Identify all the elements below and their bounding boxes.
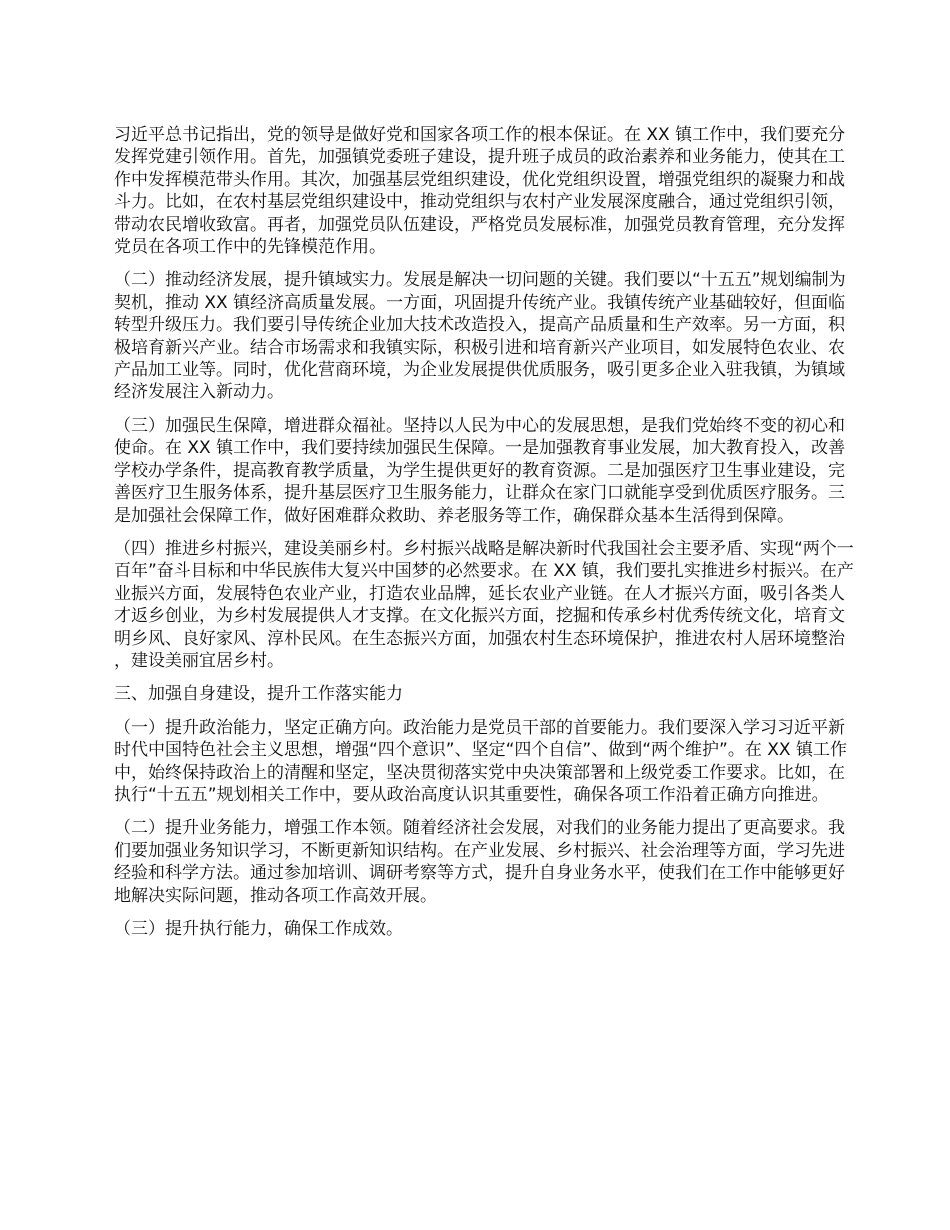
paragraph-political-ability: （一）提升政治能力，坚定正确方向。政治能力是党员干部的首要能力。我们要深入学习习近平新时代中国特色社会主义思想，增强“四个意识”、坚定“四个自信”、做到“两个维护”。在 XX 镇工作中，始终保持政治上的清醒和坚定，坚决贯彻落实党中央决策部署和上级党委工作要求。比如，在执行“十五五”规划相关工作中，要从政治高度认识其重要性，确保各项工作沿着正确方向推进。: [114, 717, 847, 805]
document-page: [114, 124, 854, 951]
paragraph-rural-revitalization: （四）推进乡村振兴，建设美丽乡村。乡村振兴战略是解决新时代我国社会主要矛盾、实现“两个一百年”奋斗目标和中华民族伟大复兴中国梦的必然要求。在 XX 镇，我们要扎实推进乡村振兴。在产业振兴方面，发展特色农业产业，打造农业品牌，延长农业产业链。在人才振兴方面，吸引各类人才返乡创业，为乡村发展提供人才支撑。在文化振兴方面，挖掘和传承乡村优秀传统文化，培育文明乡风、良好家风、淳朴民风。在生态振兴方面，加强农村生态环境保护，推进农村人居环境整治，建设美丽宜居乡村。: [114, 538, 854, 671]
paragraph-livelihood: （三）加强民生保障，增进群众福祉。坚持以人民为中心的发展思想，是我们党始终不变的初心和使命。在 XX 镇工作中，我们要持续加强民生保障。一是加强教育事业发展，加大教育投入，改善学校办学条件，提高教育教学质量，为学生提供更好的教育资源。二是加强医疗卫生事业建设，完善医疗卫生服务体系，提升基层医疗卫生服务能力，让群众在家门口就能享受到优质医疗服务。三是加强社会保障工作，做好困难群众救助、养老服务等工作，确保群众基本生活得到保障。: [114, 415, 846, 526]
paragraph-execution-ability: （三）提升执行能力，确保工作成效。: [114, 919, 403, 939]
section-heading-self-building: 三、加强自身建设，提升工作落实能力: [114, 684, 403, 705]
paragraph-business-ability: （二）提升业务能力，增强工作本领。随着经济社会发展，对我们的业务能力提出了更高要求。我们要加强业务知识学习，不断更新知识结构。在产业发展、乡村振兴、社会治理等方面，学习先进经验和科学方法。通过参加培训、调研考察等方式，提升自身业务水平，使我们在工作中能够更好地解决实际问题，推动各项工作高效开展。: [114, 818, 845, 906]
paragraph-party-leadership: 习近平总书记指出，党的领导是做好党和国家各项工作的根本保证。在 XX 镇工作中，我们要充分发挥党建引领作用。首先，加强镇党委班子建设，提升班子成员的政治素养和业务能力，使其在工作中发挥模范带头作用。其次，加强基层党组织建设，优化党组织设置，增强党组织的凝聚力和战斗力。比如，在农村基层党组织建设中，推动党组织与农村产业发展深度融合，通过党组织引领，带动农民增收致富。再者，加强党员队伍建设，严格党员发展标准，加强党员教育管理，充分发挥党员在各项工作中的先锋模范作用。: [114, 125, 846, 258]
paragraph-economic-development: （二）推动经济发展，提升镇域实力。发展是解决一切问题的关键。我们要以“十五五”规划编制为契机，推动 XX 镇经济高质量发展。一方面，巩固提升传统产业。我镇传统产业基础较好，但面临转型升级压力。我们要引导传统企业加大技术改造投入，提高产品质量和生产效率。另一方面，积极培育新兴产业。结合市场需求和我镇实际，积极引进和培育新兴产业项目，如发展特色农业、农产品加工业等。同时，优化营商环境，为企业发展提供优质服务，吸引更多企业入驻我镇，为镇域经济发展注入新动力。: [114, 270, 846, 403]
